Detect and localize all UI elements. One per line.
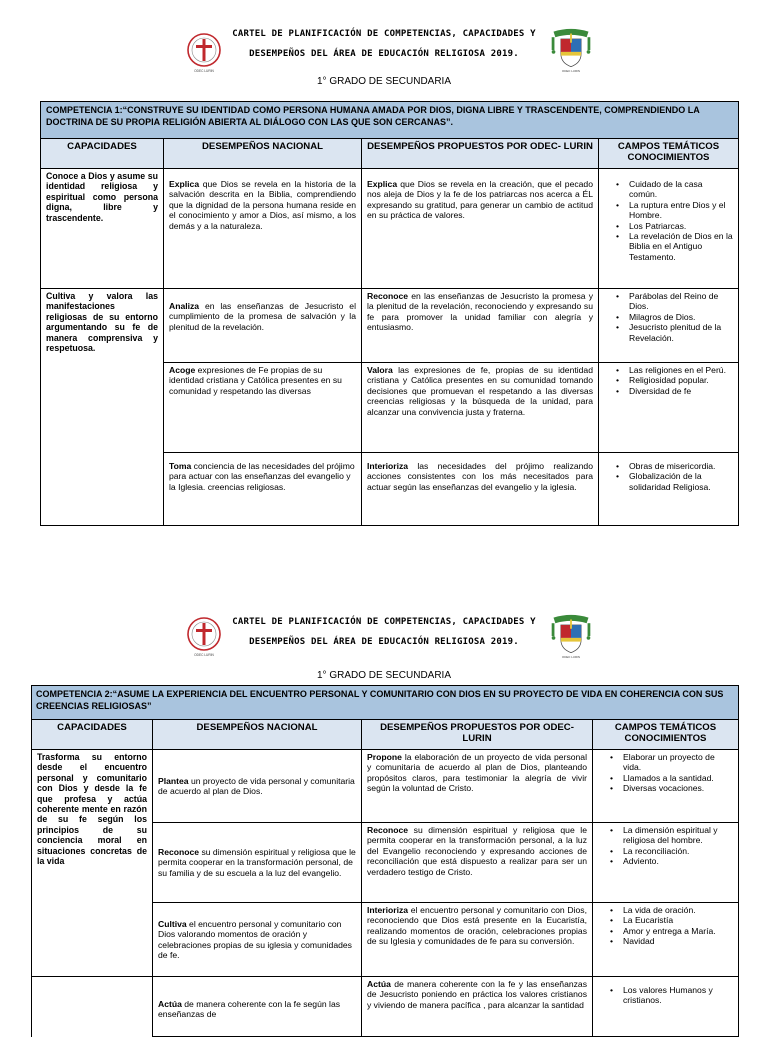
- list-item: • Jesucristo plenitud de la Revelación.: [618, 322, 733, 343]
- header-campos-tematicos: CAMPOS TEMÁTICOS CONOCIMIENTOS: [599, 139, 739, 169]
- diocese-coat-of-arms-icon: [548, 28, 594, 74]
- list-item: • Cuidado de la casa común.: [618, 179, 733, 200]
- list-item: • La ruptura entre Dios y el Hombre.: [618, 200, 733, 221]
- title-line-1: CARTEL DE PLANIFICACIÓN DE COMPETENCIAS, CAPACIDADES Y: [232, 29, 536, 39]
- list-item: • Diversas vocaciones.: [612, 783, 733, 793]
- grade-label: 1° GRADO DE SECUNDARIA: [316, 670, 452, 681]
- topic-list: [598, 825, 733, 867]
- header-desempenos-propuestos: DESEMPEÑOS PROPUESTOS POR ODEC- LURIN: [362, 720, 593, 750]
- campos-tematicos-cell: [593, 750, 739, 823]
- desempeno-nacional-cell: Reconoce su dimensión espiritual y religiosa que le permita cooperar en la transformación personal, de su familia y de su escuela a la luz del evangelio.: [153, 823, 362, 903]
- desempeno-nacional-cell: Analiza en las enseñanzas de Jesucristo el cumplimiento de la promesa de salvación y la plenitud de la revelación.: [164, 289, 362, 363]
- competencia-2-title: COMPETENCIA 2:“ASUME LA EXPERIENCIA DEL ENCUENTRO PERSONAL Y COMUNITARIO CON DIOS EN SU PROYECTO DE VIDA EN COHERENCIA CON SUS CREENCIAS RELIGIOSAS”: [32, 686, 739, 720]
- list-item: • Obras de misericordia.: [618, 461, 733, 471]
- desempeno-propuesto-cell: Interioriza el encuentro personal y comunitario con Dios, reconociendo que Dios está presente en la Eucaristía, realizando momentos de oración, celebraciones propias de su Iglesia y comunidades de fe para su conversión.: [362, 903, 593, 977]
- title-line-2: DESEMPEÑOS DEL ÁREA DE EDUCACIÓN RELIGIOSA 2019.: [249, 49, 519, 59]
- header-desempenos-propuestos: DESEMPEÑOS PROPUESTOS POR ODEC- LURIN: [362, 139, 599, 169]
- document-title: [200, 24, 568, 64]
- svg-text:ODEC LURIN: ODEC LURIN: [561, 69, 581, 74]
- desempeno-propuesto-cell: Reconoce su dimensión espiritual y religiosa que le permita cooperar en la transformación personal, a la luz del Evangelio reconociendo y expresando acciones de reconciliación que está dispuesto a realizar para ser un verdadero testigo de Cristo.: [362, 823, 593, 903]
- capacidad-1: Trasforma su entorno desde el encuentro personal y comunitario con Dios y desde la fe que profesa y actúa coherente mente en razón de su fe según los principios de su conciencia moral en situaciones concretas de la vida: [32, 750, 153, 977]
- campos-tematicos-cell: [599, 363, 739, 453]
- desempeno-nacional-cell: Explica que Dios se revela en la historia de la salvación descrita en la Biblia, comprendiendo que la dignidad de la persona humana reside en el conocimiento y amor a Dios, así mismo, a los demás y a la naturaleza.: [164, 169, 362, 289]
- list-item: • La Eucaristía: [612, 915, 733, 925]
- topic-list: [604, 291, 733, 343]
- capacidad-2: Cultiva y valora las manifestaciones religiosas de su entorno argumentando su fe de manera comprensiva y respetuosa.: [41, 289, 164, 526]
- list-item: • Adviento.: [612, 856, 733, 866]
- list-item: • La dimensión espiritual y religiosa del hombre.: [612, 825, 733, 846]
- header-desempenos-nacional: DESEMPEÑOS NACIONAL: [153, 720, 362, 750]
- list-item: • Diversidad de fe: [618, 386, 733, 396]
- campos-tematicos-cell: [599, 453, 739, 526]
- topic-list: [598, 905, 733, 947]
- list-item: • Elaborar un proyecto de vida.: [612, 752, 733, 773]
- header-capacidades: CAPACIDADES: [32, 720, 153, 750]
- document-title: [200, 612, 568, 652]
- list-item: • Religiosidad popular.: [618, 375, 733, 385]
- svg-text:ODEC LURIN: ODEC LURIN: [194, 653, 214, 657]
- desempeno-nacional-cell: Actúa de manera coherente con la fe según las enseñanzas de: [153, 977, 362, 1037]
- list-item: • Los Patriarcas.: [618, 221, 733, 231]
- header-desempenos-nacional: DESEMPEÑOS NACIONAL: [164, 139, 362, 169]
- desempeno-nacional-cell: Toma conciencia de las necesidades del prójimo para actuar con las enseñanzas del evangelio y la Iglesia. creencias religiosas.: [164, 453, 362, 526]
- campos-tematicos-cell: [599, 169, 739, 289]
- desempeno-propuesto-cell: Reconoce en las enseñanzas de Jesucristo la promesa y la plenitud de la revelación, reconociendo y expresando su fe para promover la unidad familiar con alegría y entusiasmo.: [362, 289, 599, 363]
- desempeno-propuesto-cell: Actúa de manera coherente con la fe y las enseñanzas de Jesucristo poniendo en práctica los valores cristianos y viviendo de manera pacífica , para alcanzar la santidad: [362, 977, 593, 1037]
- capacidad-1: Conoce a Dios y asume su identidad religiosa y espiritual como persona digna, libre y trascendente.: [41, 169, 164, 289]
- header-capacidades: CAPACIDADES: [41, 139, 164, 169]
- campos-tematicos-cell: [593, 903, 739, 977]
- list-item: • La reconciliación.: [612, 846, 733, 856]
- svg-text:ODEC LURIN: ODEC LURIN: [561, 655, 581, 660]
- topic-list: [598, 985, 733, 1006]
- desempeno-nacional-cell: Plantea un proyecto de vida personal y comunitaria de acuerdo al plan de Dios.: [153, 750, 362, 823]
- title-line-1: CARTEL DE PLANIFICACIÓN DE COMPETENCIAS, CAPACIDADES Y: [232, 617, 536, 627]
- topic-list: [604, 179, 733, 262]
- topic-list: [598, 752, 733, 794]
- desempeno-propuesto-cell: Explica que Dios se revela en la creación, que el pecado nos aleja de Dios y la fe de los patriarcas nos acerca a ÉL expresando su gratitud, para generar un cambio de actitud en su práctica de valores.: [362, 169, 599, 289]
- list-item: • Los valores Humanos y cristianos.: [612, 985, 733, 1006]
- desempeno-propuesto-cell: Interioriza las necesidades del prójimo realizando acciones consistentes con los más necesitados para actuar según las enseñanzas del evangelio y la iglesia.: [362, 453, 599, 526]
- title-line-2: DESEMPEÑOS DEL ÁREA DE EDUCACIÓN RELIGIOSA 2019.: [249, 637, 519, 647]
- competencia-1-title: COMPETENCIA 1:“CONSTRUYE SU IDENTIDAD COMO PERSONA HUMANA AMADA POR DIOS, DIGNA LIBRE Y TRASCENDENTE, COMPRENDIENDO LA DOCTRINA DE SU PROPIA RELIGIÓN ABIERTA AL DIÁLOGO CON LAS QUE SON CERCANAS”.: [41, 102, 739, 139]
- desempeno-nacional-cell: Acoge expresiones de Fe propias de su identidad cristiana y Católica presentes en su comunidad y respetando las diversas: [164, 363, 362, 453]
- list-item: • Globalización de la solidaridad Religiosa.: [618, 471, 733, 492]
- campos-tematicos-cell: [599, 289, 739, 363]
- campos-tematicos-cell: [593, 823, 739, 903]
- desempeno-nacional-cell: Cultiva el encuentro personal y comunitario con Dios valorando momentos de oración y celebraciones propias de su iglesia y comunidades de fe.: [153, 903, 362, 977]
- capacidad-continuation: [32, 977, 153, 1037]
- header-campos-tematicos: CAMPOS TEMÁTICOS CONOCIMIENTOS: [593, 720, 739, 750]
- grade-label: 1° GRADO DE SECUNDARIA: [316, 76, 452, 87]
- list-item: • Amor y entrega a María.: [612, 926, 733, 936]
- list-item: • Llamados a la santidad.: [612, 773, 733, 783]
- list-item: • Las religiones en el Perú.: [618, 365, 733, 375]
- topic-list: [604, 461, 733, 492]
- list-item: • Navidad: [612, 936, 733, 946]
- list-item: • Parábolas del Reino de Dios.: [618, 291, 733, 312]
- desempeno-propuesto-cell: Valora las expresiones de fe, propias de su identidad cristiana y Católica presentes en su comunidad tomando decisiones que promuevan el respetando a las diversas creencias religiosas y la búsqueda de la unidad, para alcanzar una convivencia justa y fraterna.: [362, 363, 599, 453]
- list-item: • Milagros de Dios.: [618, 312, 733, 322]
- list-item: • La revelación de Dios en la Biblia en el Antiguo Testamento.: [618, 231, 733, 262]
- list-item: • La vida de oración.: [612, 905, 733, 915]
- desempeno-propuesto-cell: Propone la elaboración de un proyecto de vida personal y comunitaria de acuerdo al plan de Dios, planteando propósitos claros, para testimoniar la alegría de vivir según la voluntad de Cristo.: [362, 750, 593, 823]
- campos-tematicos-cell: [593, 977, 739, 1037]
- topic-list: [604, 365, 733, 396]
- competencia-1-table: [40, 101, 739, 526]
- diocese-coat-of-arms-icon: [548, 614, 594, 660]
- competencia-2-table: [31, 685, 739, 1037]
- svg-text:ODEC LURIN: ODEC LURIN: [194, 69, 214, 73]
